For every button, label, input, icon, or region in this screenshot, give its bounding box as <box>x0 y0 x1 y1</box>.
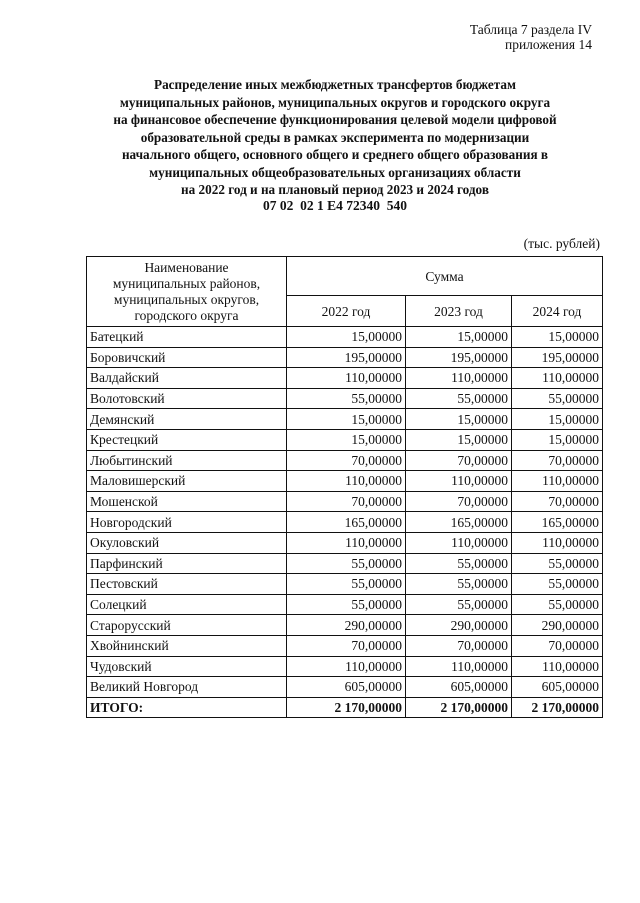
municipality-name-cell: Крестецкий <box>87 429 287 450</box>
municipality-name-cell: Хвойнинский <box>87 635 287 656</box>
amount-cell-2024: 605,00000 <box>512 677 603 698</box>
amount-cell-2022: 15,00000 <box>287 327 406 348</box>
amount-cell-2023: 55,00000 <box>406 574 512 595</box>
title-line: муниципальных общеобразовательных организациях области <box>149 164 521 180</box>
amount-cell-2024: 70,00000 <box>512 635 603 656</box>
amount-cell-2023: 195,00000 <box>406 347 512 368</box>
amount-cell-2024: 70,00000 <box>512 450 603 471</box>
amount-cell-2024: 110,00000 <box>512 471 603 492</box>
table-body <box>87 327 603 718</box>
amount-cell-2023: 165,00000 <box>406 512 512 533</box>
table-row <box>87 656 603 677</box>
amount-cell-2022: 605,00000 <box>287 677 406 698</box>
amount-cell-2022: 195,00000 <box>287 347 406 368</box>
total-label-cell: ИТОГО: <box>87 697 287 718</box>
amount-cell-2023: 110,00000 <box>406 471 512 492</box>
total-amount-cell-2023: 2 170,00000 <box>406 697 512 718</box>
total-row <box>87 697 603 718</box>
title-line: муниципальных районов, муниципальных округов и городского округа <box>119 94 551 110</box>
municipality-name-cell: Боровичский <box>87 347 287 368</box>
municipality-name-cell: Великий Новгород <box>87 677 287 698</box>
amount-cell-2022: 290,00000 <box>287 615 406 636</box>
name-header-line: Наименование <box>144 259 229 275</box>
amount-cell-2024: 70,00000 <box>512 491 603 512</box>
title-line: Распределение иных межбюджетных трансфертов бюджетам <box>154 77 516 92</box>
amount-cell-2023: 605,00000 <box>406 677 512 698</box>
municipality-name-cell: Солецкий <box>87 594 287 615</box>
amount-cell-2024: 15,00000 <box>512 429 603 450</box>
name-header-line: муниципальных районов, <box>112 275 261 291</box>
title-line: начального общего, основного общего и среднего общего образования в <box>121 147 549 162</box>
document-title <box>70 76 600 199</box>
total-amount-cell-2024: 2 170,00000 <box>512 697 603 718</box>
total-amount-cell-2022: 2 170,00000 <box>287 697 406 718</box>
name-header-line: муниципальных округов, <box>113 291 260 307</box>
table-row <box>87 409 603 430</box>
table-row <box>87 615 603 636</box>
municipality-name-cell: Старорусский <box>87 615 287 636</box>
amount-cell-2024: 55,00000 <box>512 574 603 595</box>
amount-cell-2023: 290,00000 <box>406 615 512 636</box>
amount-cell-2024: 55,00000 <box>512 553 603 574</box>
amount-cell-2023: 15,00000 <box>406 409 512 430</box>
amount-cell-2023: 110,00000 <box>406 532 512 553</box>
table-row <box>87 677 603 698</box>
table-row <box>87 532 603 553</box>
amount-cell-2022: 70,00000 <box>287 635 406 656</box>
amount-cell-2024: 165,00000 <box>512 512 603 533</box>
amount-cell-2023: 15,00000 <box>406 429 512 450</box>
municipality-name-cell: Чудовский <box>87 656 287 677</box>
table-row <box>87 594 603 615</box>
municipality-name-cell: Волотовский <box>87 388 287 409</box>
municipality-name-cell: Батецкий <box>87 327 287 348</box>
amount-cell-2022: 55,00000 <box>287 594 406 615</box>
table-reference-line-1: Таблица 7 раздела IV <box>469 22 592 37</box>
table-row <box>87 635 603 656</box>
amount-cell-2024: 110,00000 <box>512 368 603 389</box>
column-header-sum: Сумма <box>287 257 603 296</box>
municipality-name-cell: Маловишерский <box>87 471 287 492</box>
name-header-line: городского округа <box>134 307 239 323</box>
table-row <box>87 450 603 471</box>
municipality-name-cell: Любытинский <box>87 450 287 471</box>
amount-cell-2022: 55,00000 <box>287 553 406 574</box>
municipality-name-cell: Пестовский <box>87 574 287 595</box>
amount-cell-2022: 70,00000 <box>287 450 406 471</box>
amount-cell-2023: 70,00000 <box>406 491 512 512</box>
amount-cell-2022: 55,00000 <box>287 388 406 409</box>
amount-cell-2022: 165,00000 <box>287 512 406 533</box>
amount-cell-2024: 290,00000 <box>512 615 603 636</box>
table-row <box>87 429 603 450</box>
municipality-name-cell: Окуловский <box>87 532 287 553</box>
title-line: на финансовое обеспечение функционирования целевой модели цифровой <box>113 112 557 127</box>
table-row <box>87 388 603 409</box>
units-label: (тыс. рублей) <box>523 236 600 251</box>
table-row <box>87 512 603 533</box>
table-row <box>87 327 603 348</box>
amount-cell-2024: 15,00000 <box>512 327 603 348</box>
table-row <box>87 553 603 574</box>
transfers-table <box>86 256 603 718</box>
column-header-2022: 2022 год <box>287 296 406 327</box>
amount-cell-2022: 110,00000 <box>287 471 406 492</box>
amount-cell-2023: 70,00000 <box>406 635 512 656</box>
municipality-name-cell: Демянский <box>87 409 287 430</box>
amount-cell-2023: 110,00000 <box>406 656 512 677</box>
amount-cell-2022: 110,00000 <box>287 368 406 389</box>
amount-cell-2024: 15,00000 <box>512 409 603 430</box>
table-row <box>87 574 603 595</box>
budget-classification-code: 07 02 02 1 E4 72340 540 <box>262 198 407 213</box>
column-header-name <box>87 257 287 327</box>
amount-cell-2022: 70,00000 <box>287 491 406 512</box>
amount-cell-2022: 15,00000 <box>287 429 406 450</box>
amount-cell-2024: 55,00000 <box>512 388 603 409</box>
title-line: на 2022 год и на плановый период 2023 и 2024 годов <box>181 182 489 197</box>
table-reference-line-2: приложения 14 <box>504 37 592 52</box>
amount-cell-2024: 110,00000 <box>512 532 603 553</box>
amount-cell-2024: 195,00000 <box>512 347 603 368</box>
title-line: образовательной среды в рамках эксперимента по модернизации <box>140 129 530 145</box>
amount-cell-2023: 110,00000 <box>406 368 512 389</box>
amount-cell-2022: 110,00000 <box>287 656 406 677</box>
amount-cell-2023: 55,00000 <box>406 594 512 615</box>
amount-cell-2022: 15,00000 <box>287 409 406 430</box>
table-row <box>87 471 603 492</box>
column-header-2024: 2024 год <box>512 296 603 327</box>
table-row <box>87 347 603 368</box>
column-header-2023: 2023 год <box>406 296 512 327</box>
amount-cell-2024: 55,00000 <box>512 594 603 615</box>
amount-cell-2023: 15,00000 <box>406 327 512 348</box>
table-row <box>87 491 603 512</box>
municipality-name-cell: Мошенской <box>87 491 287 512</box>
table-header-row <box>87 257 603 296</box>
municipality-name-cell: Парфинский <box>87 553 287 574</box>
amount-cell-2024: 110,00000 <box>512 656 603 677</box>
amount-cell-2023: 70,00000 <box>406 450 512 471</box>
amount-cell-2023: 55,00000 <box>406 388 512 409</box>
amount-cell-2022: 110,00000 <box>287 532 406 553</box>
amount-cell-2023: 55,00000 <box>406 553 512 574</box>
municipality-name-cell: Валдайский <box>87 368 287 389</box>
table-row <box>87 368 603 389</box>
municipality-name-cell: Новгородский <box>87 512 287 533</box>
table-reference-note <box>470 22 592 52</box>
amount-cell-2022: 55,00000 <box>287 574 406 595</box>
